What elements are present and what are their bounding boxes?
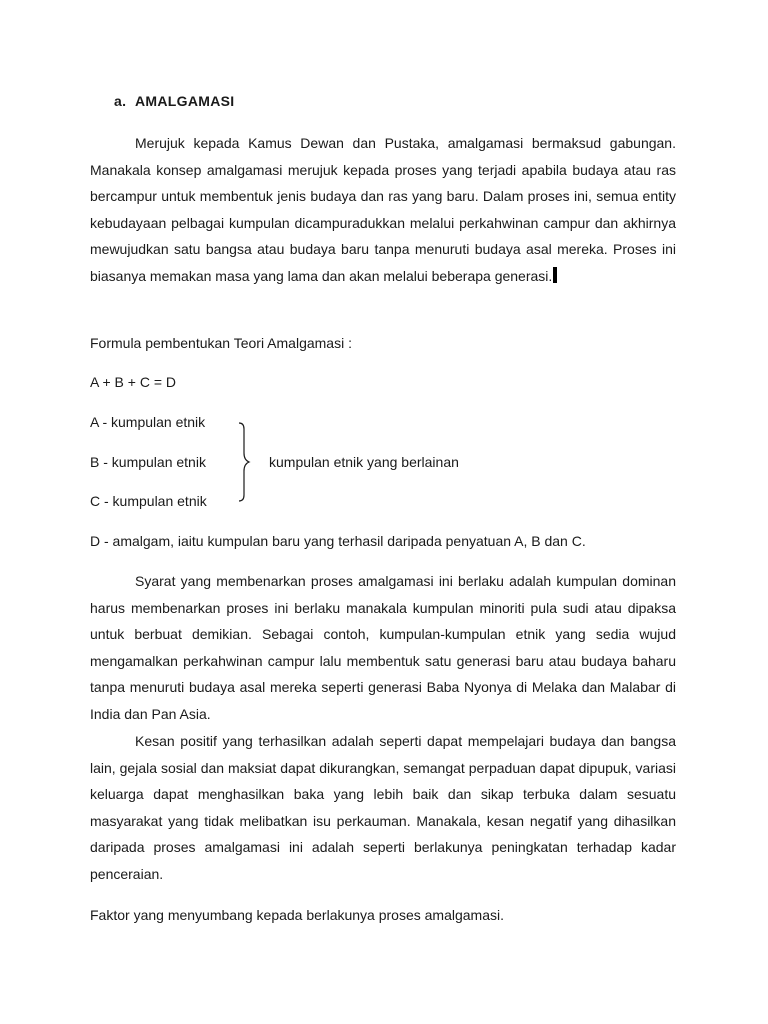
formula-item-c: C - kumpulan etnik bbox=[90, 493, 207, 509]
paragraph-syarat: Syarat yang membenarkan proses amalgamasi ini berlaku adalah kumpulan dominan harus membenarkan proses ini berlaku manakala kumpulan minoriti pula sudi atau dipaksa untuk berbuat demikian. Sebagai contoh, kumpulan-kumpulan etnik yang sedia wujud mengamalkan perkahwinan campur lalu membentuk satu generasi baru atau budaya baharu tanpa menuruti budaya asal mereka seperti generasi Baba Nyonya di Melaka dan Malabar di India dan Pan Asia. bbox=[90, 573, 676, 722]
factors-heading: Faktor yang menyumbang kepada berlakunya proses amalgamasi. bbox=[90, 907, 505, 923]
section-heading bbox=[114, 93, 234, 109]
paragraph-kesan: Kesan positif yang terhasilkan adalah seperti dapat mempelajari budaya dan bangsa lain, gejala sosial dan maksiat dapat dikurangkan, semangat perpaduan dapat dipupuk, variasi keluarga dapat menghasilkan baka yang lebih baik dan sikap terbuka dalam sesuatu masyarakat yang tidak melibatkan isu perkauman. Manakala, kesan negatif yang dihasilkan daripada proses amalgamasi ini adalah seperti berlakunya peningkatan terhadap kadar penceraian. bbox=[90, 733, 676, 882]
formula-equation: A + B + C = D bbox=[90, 374, 176, 390]
formula-group-label: kumpulan etnik yang berlainan bbox=[269, 454, 459, 470]
document-page bbox=[90, 0, 676, 1024]
formula-heading: Formula pembentukan Teori Amalgamasi : bbox=[90, 335, 352, 351]
text-cursor bbox=[553, 267, 557, 283]
right-brace-icon bbox=[236, 421, 256, 503]
formula-result: D - amalgam, iaitu kumpulan baru yang terhasil daripada penyatuan A, B dan C. bbox=[90, 533, 586, 549]
formula-item-a: A - kumpulan etnik bbox=[90, 414, 206, 430]
formula-item-b: B - kumpulan etnik bbox=[90, 454, 206, 470]
section-title: AMALGAMASI bbox=[135, 93, 235, 109]
paragraph-intro-text: Merujuk kepada Kamus Dewan dan Pustaka, amalgamasi bermaksud gabungan. Manakala konsep amalgamasi merujuk kepada proses yang terjadi apabila budaya atau ras bercampur untuk membentuk jenis budaya dan ras yang baru. Dalam proses ini, semua entity kebudayaan pelbagai kumpulan dicampuradukkan melalui perkahwinan campur dan akhirnya mewujudkan satu bangsa atau budaya baru tanpa menuruti budaya asal mereka. Proses ini biasanya memakan masa yang lama dan akan melalui beberapa generasi. bbox=[90, 135, 676, 284]
paragraph-intro bbox=[90, 130, 676, 290]
section-marker: a. bbox=[114, 93, 127, 109]
